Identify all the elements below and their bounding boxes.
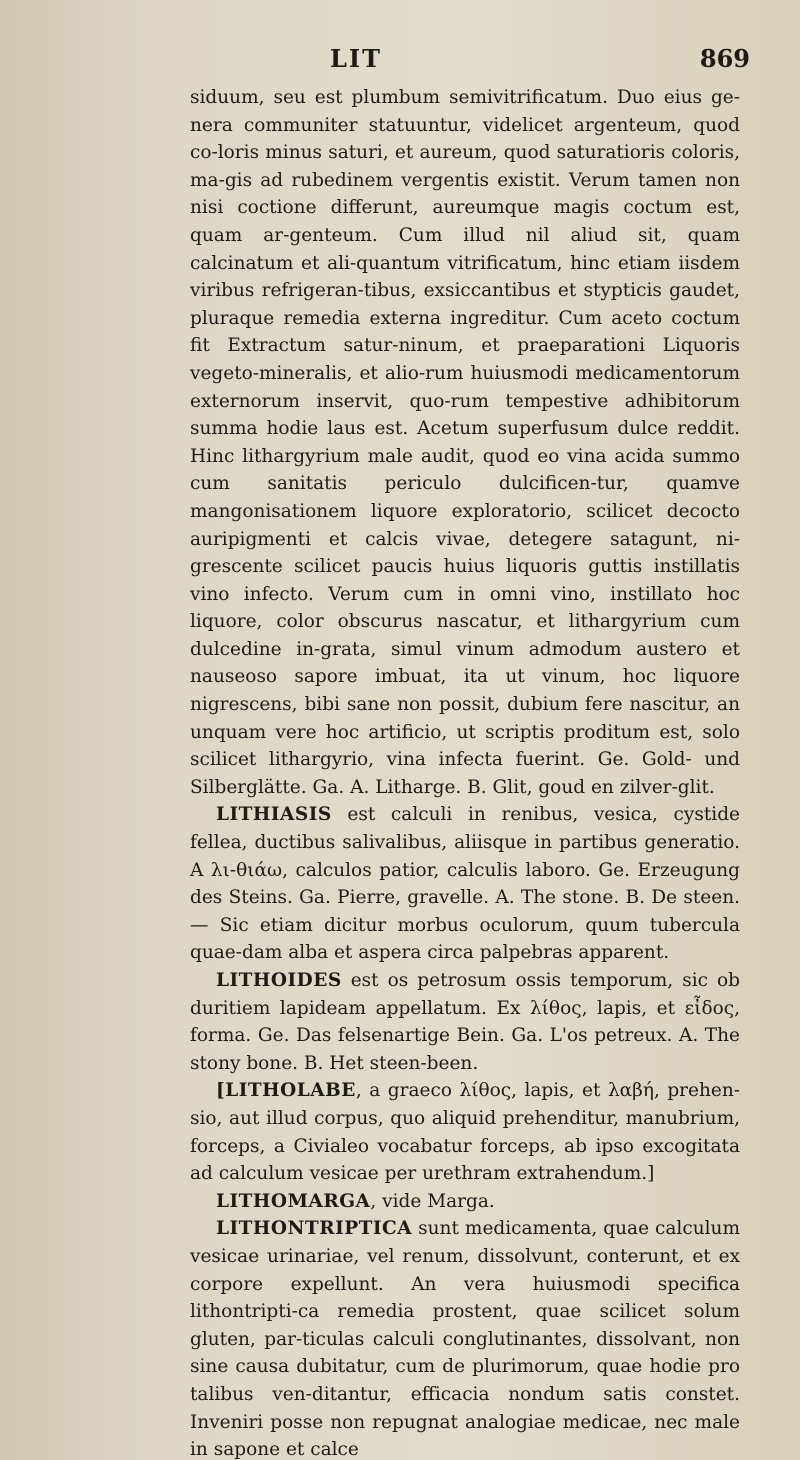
entry-text: est calculi in renibus, vesica, cystide fellea, ductibus salivalibus, aliisque in partibus generatio. A λι-θιάω, calculos patior, calculis laboro. Ge. Erzeugung des Steins. Ga. Pierre, gravelle. A. The stone. B. De steen. — Sic etiam dicitur morbus oculorum, quum tubercula quae-dam alba et aspera circa palpebras apparent. (190, 804, 740, 964)
entry-litholabe (190, 1077, 740, 1187)
headword: [LITHOLABE (216, 1080, 356, 1102)
headword: LITHONTRIPTICA (216, 1218, 413, 1240)
page-number: 869 (699, 44, 750, 73)
entry-text: , vide Marga. (370, 1190, 495, 1212)
running-head: LIT (330, 44, 382, 73)
paragraph-continuation (190, 84, 740, 801)
page-header (190, 44, 750, 84)
body-text (190, 84, 740, 1460)
entry-lithoides (190, 967, 740, 1077)
headword: LITHIASIS (216, 804, 332, 826)
entry-text: sunt medicamenta, quae calculum vesicae urinariae, vel renum, dissolvunt, conterunt, et ex corpore expellunt. An vera huiusmodi specifica lithontripti-ca remedia prostent, quae scilicet solum gluten, par-ticulas calculi conglutinantes, dissolvant, non sine causa dubitatur, cum de plurimorum, quae hodie pro talibus ven-ditantur, efficacia nondum satis constet. Inveniri posse non repugnat analogiae medicae, nec male in sapone et calce (190, 1218, 740, 1460)
entry-text: est os petrosum ossis temporum, sic ob duritiem lapideam appellatum. Ex λίθος, lapis, et εἶδος, forma. Ge. Das felsenartige Bein. Ga. L'os petreux. A. The stony bone. B. Het steen-been. (190, 970, 740, 1074)
headword: LITHOIDES (216, 970, 342, 991)
entry-lithontriptica (190, 1215, 740, 1460)
headword: LITHOMARGA (216, 1190, 371, 1212)
entry-text: , a graeco λίθος, lapis, et λαβή, prehen-sio, aut illud corpus, quo aliquid prehenditur, manubrium, forceps, a Civialeo vocabatur forceps, ab ipso excogitata ad calculum vesicae per urethram extrahendum.] (190, 1080, 740, 1185)
entry-lithomarga (190, 1188, 740, 1216)
paragraph-text: siduum, seu est plumbum semivitrificatum. Duo eius ge-nera communiter statuuntur, videlicet argenteum, quod co-loris minus saturi, et aureum, quod saturatioris coloris, ma-gis ad rubedinem vergentis existit. Verum tamen non nisi coctione differunt, aureumque magis coctum est, quam ar-genteum. Cum illud nil aliud sit, quam calcinatum et ali-quantum vitrificatum, hinc etiam iisdem viribus refrigeran-tibus, exsiccantibus et stypticis gaudet, pluraque remedia externa ingreditur. Cum aceto coctum fit Extractum satur-ninum, et praeparationi Liquoris vegeto-mineralis, et alio-rum huiusmodi medicamentorum externorum inservit, quo-rum tempestive adhibitorum summa hodie laus est. Acetum superfusum dulce reddit. Hinc lithargyrium male audit, quod eo vina acida summo cum sanitatis periculo dulcificen-tur, quamve mangonisationem liquore exploratorio, scilicet decocto auripigmenti et calcis vivae, detegere satagunt, ni-grescente scilicet paucis huius liquoris guttis instillatis vino infecto. Verum cum in omni vino, instillato hoc liquore, color obscurus nascatur, et lithargyrium cum dulcedine in-grata, simul vinum admodum austero et nauseoso sapore imbuat, ita ut vinum, hoc liquore nigrescens, bibi sane non possit, dubium fere nascitur, an unquam vere hoc artificio, ut scriptis proditum est, solo scilicet lithargyrio, vina infecta fuerint. Ge. Gold- und Silberglätte. Ga. A. Litharge. B. Glit, goud en zilver-glit. (190, 87, 740, 798)
entry-lithiasis (190, 801, 740, 967)
